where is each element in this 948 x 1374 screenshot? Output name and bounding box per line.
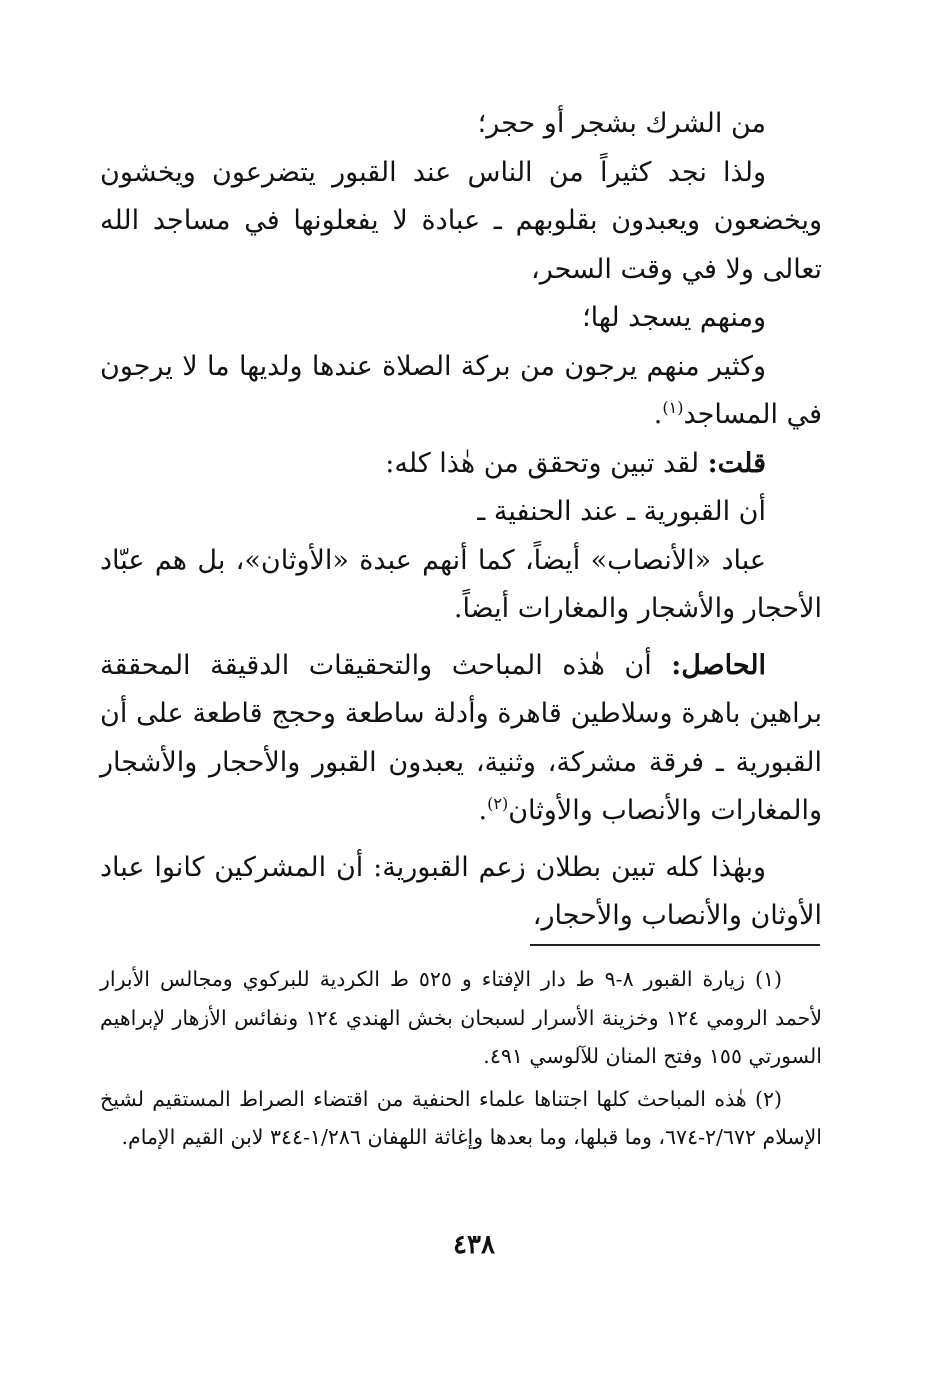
paragraph-4-text: وكثير منهم يرجون من بركة الصلاة عندها ولديها ما لا يرجون في المساجد bbox=[100, 350, 822, 430]
paragraph-3: ومنهم يسجد لها؛ bbox=[582, 302, 766, 333]
paragraph-8-text: أن هٰذه المباحث والتحقيقات الدقيقة المحققة براهين باهرة وسلاطين قاهرة وأدلة ساطعة وحجج قاطعة على أن القبورية ـ فرقة مشركة، وثنية، يعبدون القبور والأحجار والأشجار والمغارات والأنصاب والأوثان bbox=[100, 649, 822, 826]
paragraph-2: ولذا نجد كثيراً من الناس عند القبور يتضرعون ويخشون ويخضعون ويعبدون بقلوبهم ـ عبادة لا يفعلونها في مساجد الله تعالى ولا في وقت السحر، bbox=[100, 156, 822, 285]
paragraph-6: أن القبورية ـ عند الحنفية ـ bbox=[477, 496, 766, 527]
paragraph-5-text: لقد تبين وتحقق من هٰذا كله: bbox=[385, 447, 708, 479]
paragraph-4-end: . bbox=[653, 399, 663, 430]
paragraph-5 bbox=[100, 440, 822, 489]
footnotes bbox=[100, 960, 822, 1157]
paragraph-7: عباد «الأنصاب» أيضاً، كما أنهم عبدة «الأوثان»، بل هم عبّاد الأحجار والأشجار والمغارات أيضاً. bbox=[100, 544, 822, 624]
page-number: ٤٣٨ bbox=[453, 1230, 495, 1260]
main-text bbox=[100, 100, 822, 941]
paragraph-9: وبهٰذا كله تبين بطلان زعم القبورية: أن المشركين كانوا عباد الأوثان والأنصاب والأحجار، bbox=[100, 851, 822, 931]
footnote-ref-1: (١) bbox=[662, 398, 684, 417]
paragraph-8-lead: الحاصل: bbox=[671, 649, 766, 681]
paragraph-5-lead: قلت: bbox=[707, 447, 766, 479]
footnote-separator bbox=[530, 944, 820, 946]
paragraph-8 bbox=[100, 642, 822, 836]
footnote-ref-2: (٢) bbox=[487, 794, 509, 813]
paragraph-4 bbox=[100, 343, 822, 440]
paragraph-8-end: . bbox=[478, 795, 488, 826]
footnote-1: (١) زيارة القبور ٨-٩ ط دار الإفتاء و ٥٢٥ ط الكردية للبركوي ومجالس الأبرار لأحمد الرومي ١٢٤ وخزينة الأسرار لسبحان بخش الهندي ١٢٤ ونفائس الأزهار لإبراهيم السورتي ١٥٥ وفتح المنان للآلوسي ٤٩١. bbox=[100, 967, 823, 1068]
paragraph-1: من الشرك بشجر أو حجر؛ bbox=[477, 108, 766, 139]
footnote-2: (٢) هٰذه المباحث كلها اجتناها علماء الحنفية من اقتضاء الصراط المستقيم لشيخ الإسلام ٢/٦٧٢-٦٧٤، وما قبلها، وما بعدها وإغاثة اللهفان ١/٢٨٦-٣٤٤ لابن القيم الإمام. bbox=[100, 1086, 822, 1149]
